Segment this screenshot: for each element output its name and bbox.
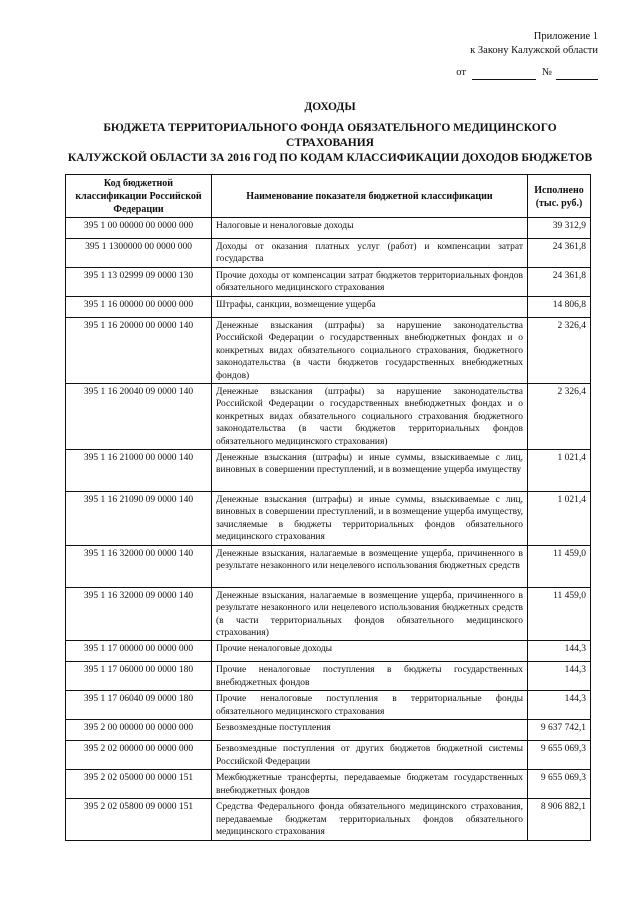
table-header-row	[66, 175, 591, 218]
appendix-block	[456, 30, 598, 80]
name-cell: Межбюджетные трансферты, передаваемые бюджетам государственных внебюджетных фондов	[212, 770, 528, 799]
value-cell: 39 312,9	[528, 218, 591, 239]
code-cell: 395 2 02 05000 00 0000 151	[66, 770, 212, 799]
code-cell: 395 1 16 20000 00 0000 140	[66, 318, 212, 384]
code-cell: 395 1 17 06040 09 0000 180	[66, 691, 212, 720]
code-cell: 395 1 16 21090 09 0000 140	[66, 492, 212, 546]
date-number-line	[456, 66, 598, 80]
number-blank	[556, 69, 598, 80]
document-heading	[60, 100, 600, 166]
code-cell: 395 1 17 00000 00 0000 000	[66, 641, 212, 662]
value-cell: 144,3	[528, 641, 591, 662]
table-row	[66, 297, 591, 318]
code-cell: 395 1 16 32000 00 0000 140	[66, 545, 212, 587]
table-row	[66, 770, 591, 799]
name-cell: Штрафы, санкции, возмещение ущерба	[212, 297, 528, 318]
code-cell: 395 1 00 00000 00 0000 000	[66, 218, 212, 239]
code-cell: 395 2 02 05800 09 0000 151	[66, 799, 212, 840]
code-cell: 395 1 13 02999 09 0000 130	[66, 268, 212, 297]
value-cell: 9 637 742,1	[528, 720, 591, 741]
name-cell: Прочие неналоговые поступления в территориальные фонды обязательного медицинского страхования	[212, 691, 528, 720]
name-cell: Прочие неналоговые доходы	[212, 641, 528, 662]
code-cell: 395 1 16 20040 09 0000 140	[66, 384, 212, 450]
table-row	[66, 268, 591, 297]
document-subtitle-line1: БЮДЖЕТА ТЕРРИТОРИАЛЬНОГО ФОНДА ОБЯЗАТЕЛЬНОГО МЕДИЦИНСКОГО СТРАХОВАНИЯ	[103, 122, 557, 149]
code-cell: 395 1 16 21000 00 0000 140	[66, 450, 212, 492]
name-cell: Денежные взыскания (штрафы) и иные суммы, взыскиваемые с лиц, виновных в совершении преступлений, и в возмещение ущерба имуществу, зачисляемые в бюджеты территориальных фондов обязательного медицинского страхования	[212, 492, 528, 546]
code-cell: 395 2 00 00000 00 0000 000	[66, 720, 212, 741]
header-value: Исполнено (тыс. руб.)	[528, 175, 591, 218]
name-cell: Денежные взыскания, налагаемые в возмещение ущерба, причиненного в результате незаконного или нецелевого использования бюджетных средств	[212, 545, 528, 587]
value-cell: 9 655 069,3	[528, 741, 591, 770]
table-body	[66, 218, 591, 841]
table-row	[66, 450, 591, 492]
name-cell: Денежные взыскания (штрафы) за нарушение законодательства Российской Федерации о государственных внебюджетных фондах и о конкретных видах обязательного социального страхования, бюджетного законодательства (в части бюджетов государственных внебюджетных фондов)	[212, 318, 528, 384]
value-cell: 14 806,8	[528, 297, 591, 318]
value-cell: 8 906 882,1	[528, 799, 591, 840]
table-row	[66, 641, 591, 662]
value-cell: 11 459,0	[528, 545, 591, 587]
name-cell: Денежные взыскания, налагаемые в возмещение ущерба, причиненного в результате незаконного или нецелевого использования бюджетных средств (в части территориальных фондов обязательного медицинского страхования)	[212, 587, 528, 641]
name-cell: Прочие неналоговые поступления в бюджеты государственных внебюджетных фондов	[212, 662, 528, 691]
header-code: Код бюджетной классификации Российской Федерации	[66, 175, 212, 218]
name-cell: Безвозмездные поступления	[212, 720, 528, 741]
name-cell: Средства Федерального фонда обязательного медицинского страхования, передаваемые бюджетам территориальных фондов обязательного медицинского страхования	[212, 799, 528, 840]
table-row	[66, 741, 591, 770]
name-cell: Налоговые и неналоговые доходы	[212, 218, 528, 239]
date-label: от	[456, 67, 466, 78]
value-cell: 1 021,4	[528, 450, 591, 492]
number-label: №	[541, 67, 552, 78]
name-cell: Денежные взыскания (штрафы) и иные суммы, взыскиваемые с лиц, виновных в совершении преступлений, и в возмещение ущерба имуществу	[212, 450, 528, 492]
table-row	[66, 691, 591, 720]
value-cell: 11 459,0	[528, 587, 591, 641]
table-row	[66, 218, 591, 239]
value-cell: 24 361,8	[528, 239, 591, 268]
document-subtitle-line2: КАЛУЖСКОЙ ОБЛАСТИ ЗА 2016 ГОД ПО КОДАМ КЛАССИФИКАЦИИ ДОХОДОВ БЮДЖЕТОВ	[67, 152, 593, 164]
revenue-table	[65, 174, 591, 841]
value-cell: 9 655 069,3	[528, 770, 591, 799]
code-cell: 395 1 1300000 00 0000 000	[66, 239, 212, 268]
value-cell: 144,3	[528, 662, 591, 691]
value-cell: 1 021,4	[528, 492, 591, 546]
value-cell: 2 326,4	[528, 384, 591, 450]
table-row	[66, 239, 591, 268]
date-blank	[472, 69, 536, 80]
name-cell: Безвозмездные поступления от других бюджетов бюджетной системы Российской Федерации	[212, 741, 528, 770]
table-row	[66, 587, 591, 641]
value-cell: 144,3	[528, 691, 591, 720]
code-cell: 395 1 17 06000 00 0000 180	[66, 662, 212, 691]
name-cell: Доходы от оказания платных услуг (работ) и компенсации затрат государства	[212, 239, 528, 268]
name-cell: Денежные взыскания (штрафы) за нарушение законодательства Российской Федерации о государственных внебюджетных фондах и о конкретных видах обязательного социального страхования бюджетного законодательства (в части бюджетов территориальных фондов обязательного медицинского страхования)	[212, 384, 528, 450]
value-cell: 2 326,4	[528, 318, 591, 384]
table-row	[66, 720, 591, 741]
value-cell: 24 361,8	[528, 268, 591, 297]
table-row	[66, 492, 591, 546]
code-cell: 395 1 16 00000 00 0000 000	[66, 297, 212, 318]
appendix-line: Приложение 1	[533, 31, 598, 42]
code-cell: 395 2 02 00000 00 0000 000	[66, 741, 212, 770]
table-row	[66, 662, 591, 691]
table-row	[66, 318, 591, 384]
table-row	[66, 545, 591, 587]
name-cell: Прочие доходы от компенсации затрат бюджетов территориальных фондов обязательного медицинского страхования	[212, 268, 528, 297]
appendix-law-line: к Закону Калужской области	[470, 45, 598, 56]
document-title: ДОХОДЫ	[304, 101, 356, 113]
code-cell: 395 1 16 32000 09 0000 140	[66, 587, 212, 641]
table-row	[66, 799, 591, 840]
header-name: Наименование показателя бюджетной классификации	[212, 175, 528, 218]
table-row	[66, 384, 591, 450]
